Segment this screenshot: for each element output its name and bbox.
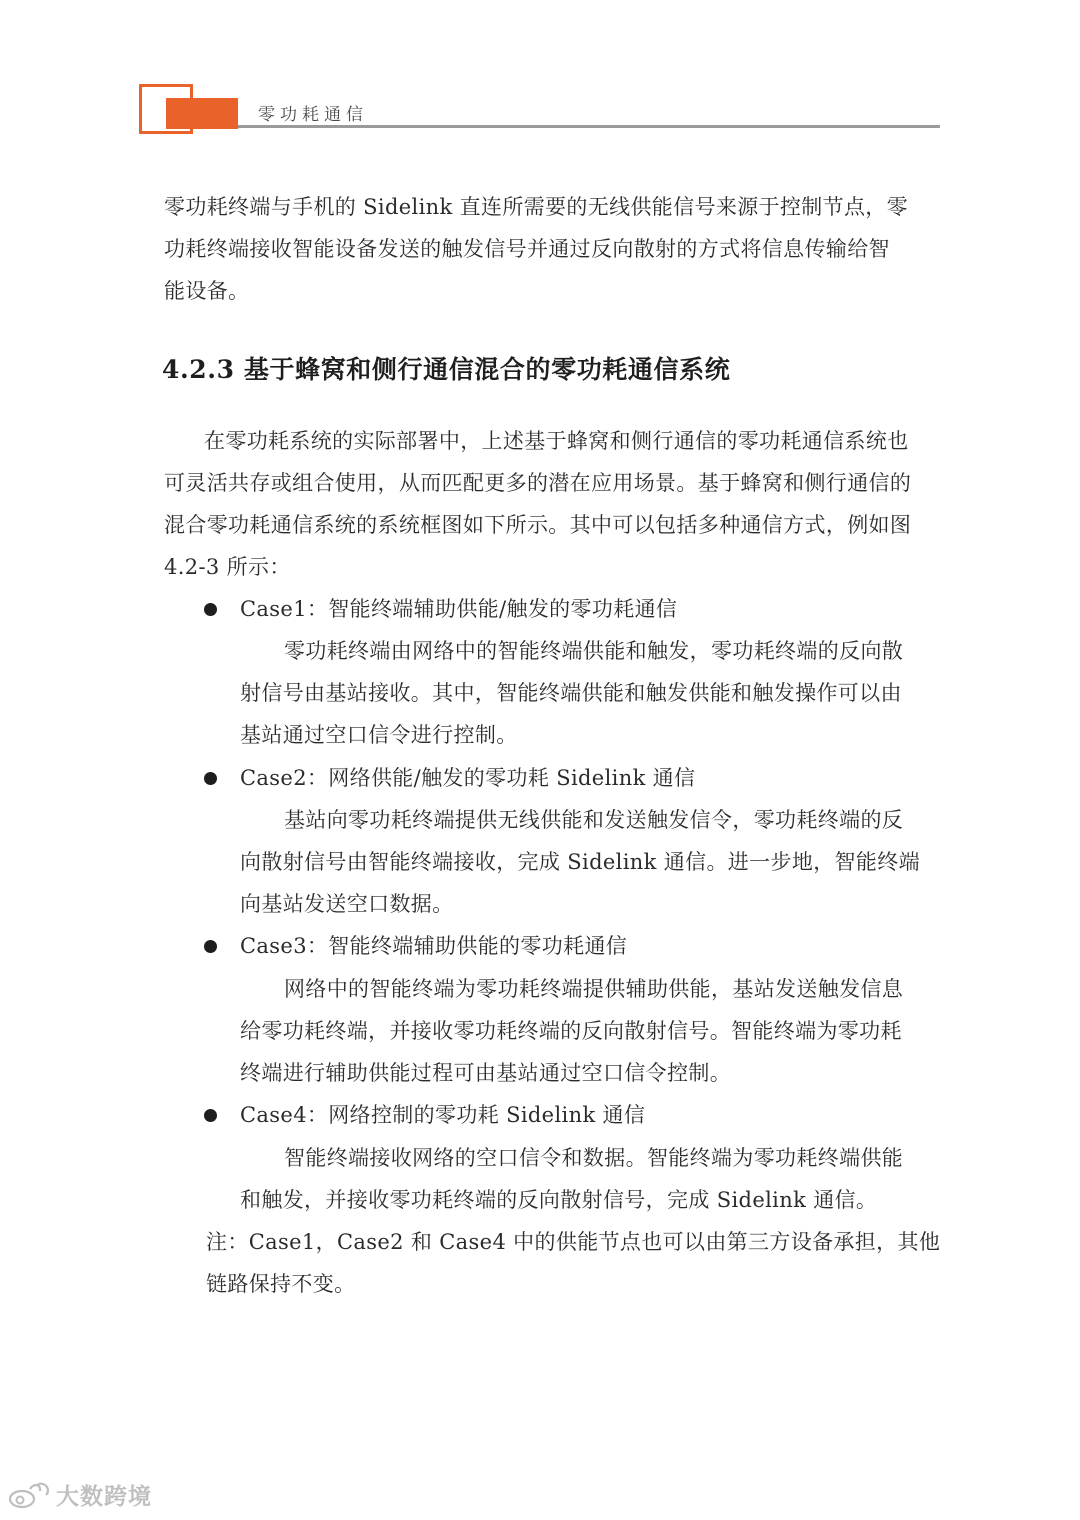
intro-line-1: 零功耗终端与手机的 Sidelink 直连所需要的无线供能信号来源于控制节点，零 (164, 195, 909, 219)
case3-title: Case3：智能终端辅助供能的零功耗通信 (240, 934, 628, 958)
bullet-icon (204, 940, 217, 953)
note-line-1: 注：Case1，Case2 和 Case4 中的供能节点也可以由第三方设备承担，其他 (206, 1230, 941, 1254)
case2-title: Case2：网络供能/触发的零功耗 Sidelink 通信 (240, 766, 696, 790)
running-header-title: 零功耗通信 (258, 105, 368, 125)
section-paragraph-line-3: 混合零功耗通信系统的系统框图如下所示。其中可以包括多种通信方式，例如图 (164, 513, 912, 537)
intro-line-3: 能设备。 (164, 279, 250, 303)
intro-line-2: 功耗终端接收智能设备发送的触发信号并通过反向散射的方式将信息传输给智 (164, 237, 890, 261)
case4-line-2: 和触发，并接收零功耗终端的反向散射信号，完成 Sidelink 通信。 (240, 1188, 878, 1212)
case1-line-3: 基站通过空口信令进行控制。 (240, 723, 518, 747)
case1-line-1: 零功耗终端由网络中的智能终端供能和触发，零功耗终端的反向散 (284, 639, 904, 663)
section-paragraph-line-2: 可灵活共存或组合使用，从而匹配更多的潜在应用场景。基于蜂窝和侧行通信的 (164, 471, 912, 495)
bullet-icon (204, 1109, 217, 1122)
header-accent-bar (166, 98, 238, 129)
case3-line-2: 给零功耗终端，并接收零功耗终端的反向散射信号。智能终端为零功耗 (240, 1019, 902, 1043)
section-heading: 4.2.3 基于蜂窝和侧行通信混合的零功耗通信系统 (162, 355, 731, 384)
header-rule (238, 125, 940, 128)
section-paragraph-line-1: 在零功耗系统的实际部署中，上述基于蜂窝和侧行通信的零功耗通信系统也 (204, 429, 909, 453)
case2-line-2: 向散射信号由智能终端接收，完成 Sidelink 通信。进一步地，智能终端 (240, 850, 920, 874)
case2-line-1: 基站向零功耗终端提供无线供能和发送触发信令，零功耗终端的反 (284, 808, 904, 832)
case2-line-3: 向基站发送空口数据。 (240, 892, 454, 916)
watermark (8, 1478, 152, 1511)
bullet-icon (204, 603, 217, 616)
case1-title: Case1：智能终端辅助供能/触发的零功耗通信 (240, 597, 678, 621)
note-line-2: 链路保持不变。 (206, 1272, 356, 1296)
section-paragraph-line-4: 4.2-3 所示： (164, 555, 291, 579)
case1-line-2: 射信号由基站接收。其中，智能终端供能和触发供能和触发操作可以由 (240, 681, 902, 705)
case3-line-1: 网络中的智能终端为零功耗终端提供辅助供能，基站发送触发信息 (284, 977, 904, 1001)
bullet-icon (204, 772, 217, 785)
case4-title: Case4：网络控制的零功耗 Sidelink 通信 (240, 1103, 646, 1127)
case3-line-3: 终端进行辅助供能过程可由基站通过空口信令控制。 (240, 1061, 732, 1085)
weibo-logo-icon (8, 1480, 52, 1510)
watermark-text: 大数跨境 (56, 1484, 152, 1510)
case4-line-1: 智能终端接收网络的空口信令和数据。智能终端为零功耗终端供能 (284, 1146, 904, 1170)
